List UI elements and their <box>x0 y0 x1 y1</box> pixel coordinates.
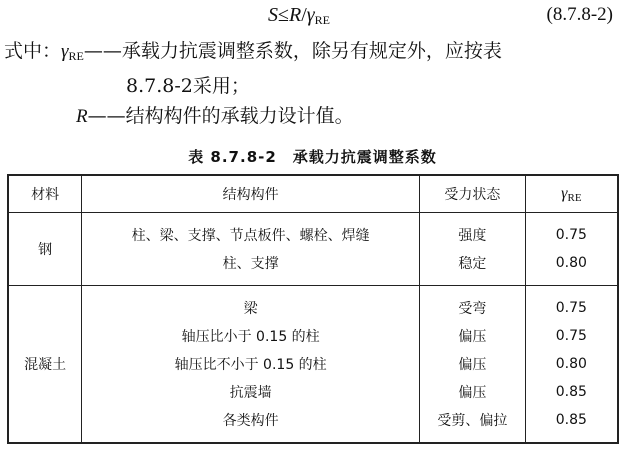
formula-gamma: γ <box>306 4 315 26</box>
gamma-symbol: γ <box>61 41 69 62</box>
header-gamma <box>525 175 618 213</box>
definition-gamma <box>4 36 620 71</box>
member-cell: 梁 <box>82 286 420 323</box>
definitions <box>4 36 620 132</box>
definitions-prefix: 式中： <box>4 40 62 62</box>
table-row <box>8 322 618 350</box>
formula-operator: ≤ <box>278 4 289 26</box>
definition-gamma-continued: 8.7.8-2采用； <box>126 75 250 97</box>
header-material: 材料 <box>8 175 82 213</box>
stress-cell: 偏压 <box>420 322 526 350</box>
gamma-subscript: RE <box>68 49 84 63</box>
member-cell: 柱、梁、支撑、节点板件、螺栓、焊缝 <box>82 213 420 250</box>
value-cell: 0.80 <box>525 249 618 286</box>
value-cell: 0.75 <box>525 213 618 250</box>
value-cell: 0.85 <box>525 406 618 443</box>
stress-cell: 稳定 <box>420 249 526 286</box>
header-member: 结构构件 <box>82 175 420 213</box>
header-gamma-symbol: γ <box>561 184 568 202</box>
formula-line <box>0 4 625 32</box>
stress-cell: 受剪、偏拉 <box>420 406 526 443</box>
formula-expression <box>268 4 330 28</box>
member-cell: 轴压比不小于 0.15 的柱 <box>82 350 420 378</box>
member-cell: 轴压比小于 0.15 的柱 <box>82 322 420 350</box>
value-cell: 0.80 <box>525 350 618 378</box>
stress-cell: 强度 <box>420 213 526 250</box>
formula-gamma-sub: RE <box>314 13 330 27</box>
table-header-row <box>8 175 618 213</box>
header-stress: 受力状态 <box>420 175 526 213</box>
member-cell: 柱、支撑 <box>82 249 420 286</box>
stress-cell: 偏压 <box>420 350 526 378</box>
equation-number: (8.7.8-2) <box>546 4 613 25</box>
table-row <box>8 213 618 250</box>
definition-r <box>4 101 620 132</box>
formula-r: R <box>288 4 302 26</box>
header-gamma-sub: RE <box>567 191 582 204</box>
material-cell: 钢 <box>8 213 82 286</box>
formula-s: S <box>268 4 278 26</box>
table-row <box>8 378 618 406</box>
r-symbol: R <box>76 106 88 127</box>
stress-cell: 受弯 <box>420 286 526 323</box>
material-cell: 混凝土 <box>8 286 82 444</box>
value-cell: 0.75 <box>525 322 618 350</box>
table-row <box>8 350 618 378</box>
member-cell: 抗震墙 <box>82 378 420 406</box>
gamma-definition-text: ——承载力抗震调整系数，除另有规定外，应按表 <box>83 40 502 62</box>
formula-slash: / <box>301 4 307 26</box>
member-cell: 各类构件 <box>82 406 420 443</box>
value-cell: 0.75 <box>525 286 618 323</box>
value-cell: 0.85 <box>525 378 618 406</box>
table-row <box>8 406 618 443</box>
stress-cell: 偏压 <box>420 378 526 406</box>
table-caption: 表 8.7.8-2 承载力抗震调整系数 <box>188 148 437 166</box>
gamma-re-table <box>7 174 619 444</box>
table-row <box>8 249 618 286</box>
r-definition-text: ——结构构件的承载力设计值。 <box>87 105 354 127</box>
table-row <box>8 286 618 323</box>
